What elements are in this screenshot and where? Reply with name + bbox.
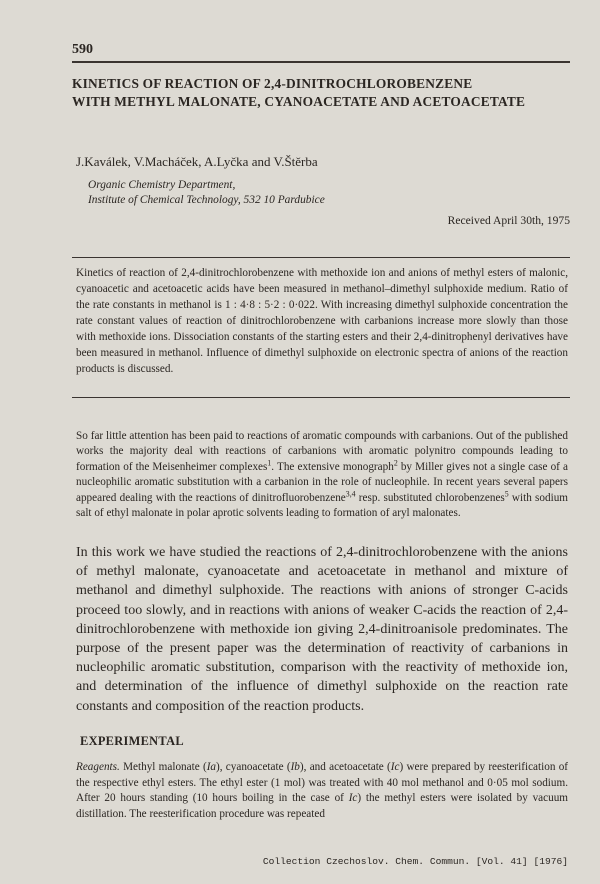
introduction-paragraph: [76, 429, 568, 521]
intro-text-3: by Miller gives not a single case of a nucleophilic aromatic substitution with a carbanion in the role of nucleophile. In recent years several papers appeared dealing with the reactions of dinitrofluorobenzene: [76, 460, 568, 504]
author-list: J.Kaválek, V.Macháček, A.Lyčka and V.Štěrba: [76, 154, 318, 169]
reagents-text: ) were prepared by reesterification of the respective ethyl esters. The ethyl ester (1 mol) was treated with 40 mol methanol and 0·05 mol sodium. After 20 hours standing (10 hours boiling in the case of: [76, 761, 569, 805]
page-number: 590: [72, 42, 93, 57]
reagents-text: ), cyanoacetate (: [216, 761, 291, 773]
journal-footer: Collection Czechoslov. Chem. Commun. [Vol. 41] [1976]: [262, 856, 568, 867]
reagents-text: Methyl malonate (: [119, 761, 207, 773]
received-date: Received April 30th, 1975: [447, 214, 570, 227]
section-heading-experimental: EXPERIMENTAL: [80, 734, 184, 748]
reagents-label: Reagents.: [76, 761, 120, 773]
article-title: [72, 75, 572, 111]
reference-marker: 3,4: [345, 488, 356, 498]
intro-text-2: . The extensive monograph: [271, 460, 394, 473]
title-line-2: WITH METHYL MALONATE, CYANOACETATE AND ACETOACETATE: [72, 94, 526, 109]
reagents-text: ), and acetoacetate (: [299, 761, 391, 773]
abstract: Kinetics of reaction of 2,4-dinitrochlorobenzene with methoxide ion and anions of methyl esters of malonic, cyanoacetic and acetoacetic acids have been measured in methanol–dimethyl sulphoxide medium. Ratio of the rate constants in methanol is 1 : 4·8 : 5·2 : 0·022. With increasing dimethyl sulphoxide concentration the rate constant values of reaction of dinitrochlorobenzene with carbanions increase more slowly than those with methoxide ions. Dissociation constants of the starting esters and their 2,4-dinitrophenyl derivatives have been measured in methanol. Influence of dimethyl sulphoxide on electronic spectra of anions of the reaction products is discussed.: [76, 267, 568, 375]
compound-label: Ia: [206, 761, 217, 773]
compound-label: Ic: [348, 792, 358, 805]
reagents-text: ) the methyl esters were isolated by vacuum distillation. The reesterification procedure was repeated: [76, 792, 568, 820]
affiliation-line-2: Institute of Chemical Technology, 532 10 Pardubice: [88, 194, 325, 206]
reference-marker: 2: [393, 458, 398, 468]
title-line-1: KINETICS OF REACTION OF 2,4-DINITROCHLOROBENZENE: [72, 76, 473, 91]
compound-label: Ic: [390, 761, 400, 773]
affiliation: [88, 178, 325, 208]
reference-marker: 5: [504, 488, 509, 498]
abstract-top-rule: [72, 257, 570, 258]
reagents-paragraph: [76, 760, 568, 822]
intro-text-5: with sodium salt of ethyl malonate in polar aprotic solvents leading to formation of aryl malonates.: [76, 491, 569, 520]
intro-text-4: resp. substituted chlorobenzenes: [355, 491, 505, 504]
header-rule: [72, 61, 570, 63]
intro-text-1: So far little attention has been paid to reactions of aromatic compounds with carbanions. Out of the published works the majority deal with reactions of carbanions with aromatic polynitro compounds leading to formation of the Meisenheimer complexes: [76, 430, 568, 473]
compound-label: Ib: [290, 761, 300, 773]
affiliation-line-1: Organic Chemistry Department,: [88, 179, 236, 191]
reference-marker: 1: [267, 458, 272, 468]
main-paragraph: In this work we have studied the reactions of 2,4-dinitrochlorobenzene with the anions of methyl malonate, cyanoacetate and acetoacetate in methanol and mixture of methanol and dimethyl sulphoxide. The reactions with anions of stronger C-acids proceed too slowly, and in reactions with anions of weaker C-acids the reaction of 2,4-dinitrochlorobenzene with methoxide ion giving 2,4-dinitroanisole predominates. The purpose of the present paper was the determination of reactivity of carbanions in nucleophilic aromatic substitution, comparison with the reactivity of methoxide ion, and determination of the influence of dimethyl sulphoxide on the reaction rate constants and composition of the reaction products.: [76, 545, 568, 714]
abstract-bottom-rule: [72, 397, 570, 398]
